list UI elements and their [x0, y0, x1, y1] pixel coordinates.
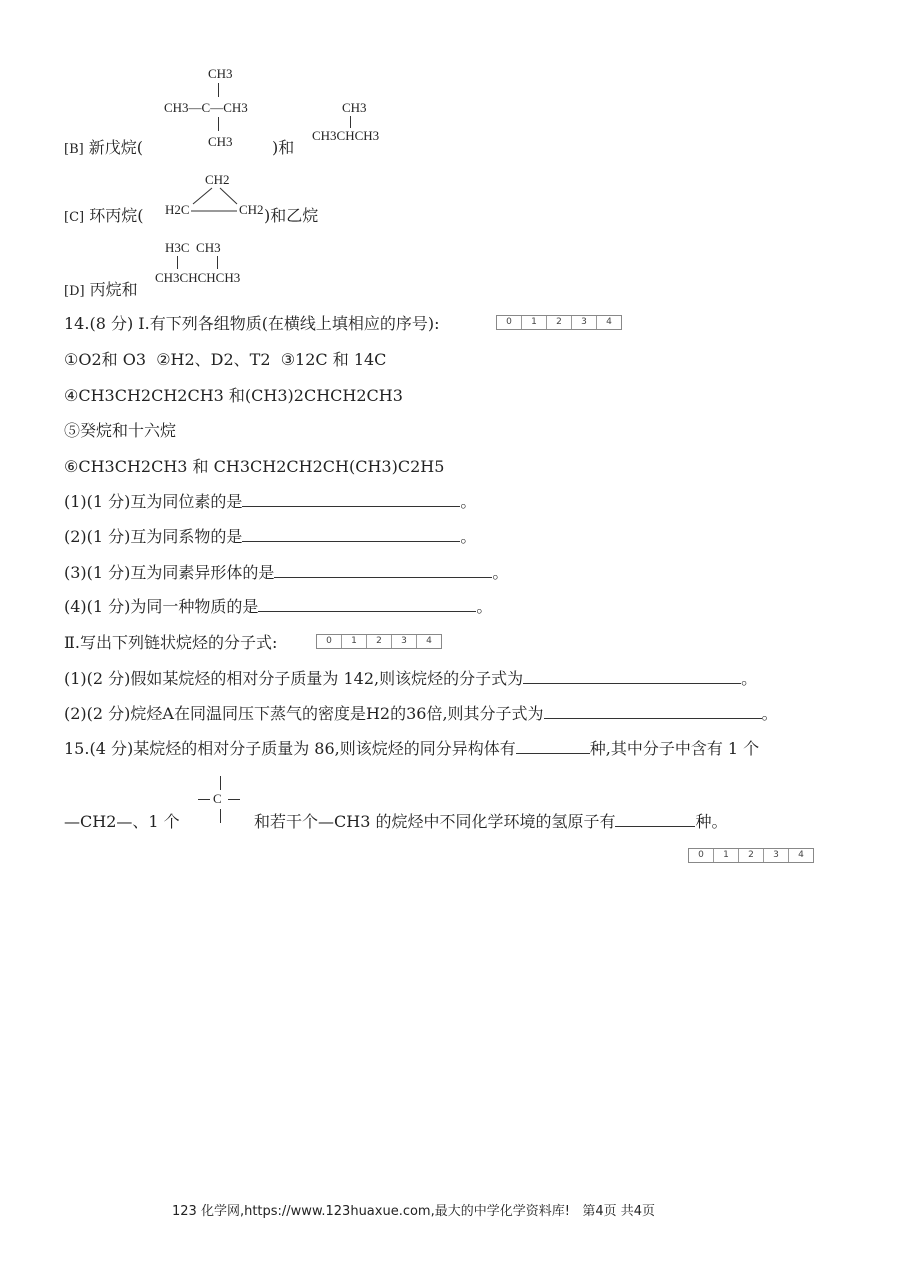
answer-blank[interactable] — [258, 597, 476, 612]
ring-top: CH2 — [205, 172, 230, 187]
option-c-tail: )和乙烷 — [264, 206, 319, 225]
answer-blank[interactable] — [523, 669, 741, 684]
option-b-and: )和 — [272, 138, 295, 157]
q14-sub2-2: (2)(2 分)烷烃A在同温同压下蒸气的密度是H2的36倍,则其分子式为 。 — [64, 704, 778, 723]
q14-sub-3: (3)(1 分)互为同素异形体的是 。 — [64, 563, 509, 582]
ring-left: H2C — [165, 202, 190, 217]
quaternary-carbon — [198, 776, 244, 826]
dmb-top: H3C CH3 — [165, 240, 221, 255]
option-c-label: [C] 环丙烷( — [64, 206, 144, 225]
neopentane-top: CH3 — [208, 66, 233, 81]
q14-item-1: ①O2和 O3 ②H2、D2、T2 ③12C 和 14C — [64, 350, 387, 369]
bond-v — [217, 256, 218, 269]
bond-v — [218, 83, 219, 97]
q14-sub-2: (2)(1 分)互为同系物的是 。 — [64, 527, 477, 546]
dmb-main: CH3CHCHCH3 — [155, 270, 241, 285]
score-box-3[interactable]: 0 1 2 3 4 — [688, 848, 814, 863]
q14-sub-1: (1)(1 分)互为同位素的是 。 — [64, 492, 477, 511]
isobutane-main: CH3CHCH3 — [312, 128, 380, 143]
page-footer: 123 化学网,https://www.123huaxue.com,最大的中学化学资料库! 第4页 共4页 — [172, 1204, 656, 1219]
dimethylbutane-structure — [155, 240, 240, 286]
q15-line2-a: —CH2—、1 个 — [64, 812, 180, 831]
isobutane-top: CH3 — [342, 100, 367, 115]
bond-v — [220, 776, 221, 790]
option-d-label: [D] 丙烷和 — [64, 280, 138, 299]
neopentane-structure — [160, 66, 270, 156]
cyclopropane-structure — [165, 172, 265, 222]
answer-blank[interactable] — [544, 704, 762, 719]
q14-header: 14.(8 分) Ⅰ.有下列各组物质(在横线上填相应的序号): — [64, 314, 440, 333]
answer-blank[interactable] — [516, 739, 590, 754]
score-box-2[interactable]: 0 1 2 3 4 — [316, 634, 442, 649]
q14-part2: Ⅱ.写出下列链状烷烃的分子式: — [64, 633, 278, 652]
bond-v — [218, 117, 219, 131]
q14-item-5: ⑤癸烷和十六烷 — [64, 421, 177, 440]
isobutane-structure — [312, 100, 379, 144]
bond-h — [198, 799, 210, 800]
answer-blank[interactable] — [615, 812, 695, 827]
q15-line1: 15.(4 分)某烷烃的相对分子质量为 86,则该烷烃的同分异构体有 种,其中分子中含有 1 个 — [64, 739, 760, 758]
bond-v — [177, 256, 178, 269]
q14-item-6: ⑥CH3CH2CH3 和 CH3CH2CH2CH(CH3)C2H5 — [64, 457, 445, 476]
ring-right: CH2 — [239, 202, 264, 217]
answer-blank[interactable] — [242, 492, 460, 507]
q15-line2-b: 和若干个—CH3 的烷烃中不同化学环境的氢原子有 种。 — [254, 812, 728, 831]
bond-h — [228, 799, 240, 800]
q14-sub2-1: (1)(2 分)假如某烷烃的相对分子质量为 142,则该烷烃的分子式为 。 — [64, 669, 758, 688]
score-box-1[interactable]: 0 1 2 3 4 — [496, 315, 622, 330]
carbon-label: C — [213, 791, 222, 806]
answer-blank[interactable] — [242, 527, 460, 542]
q14-item-4: ④CH3CH2CH2CH3 和(CH3)2CHCH2CH3 — [64, 386, 403, 405]
answer-blank[interactable] — [274, 563, 492, 578]
bond-v — [220, 809, 221, 823]
bond-v — [350, 116, 351, 128]
neopentane-bottom: CH3 — [208, 134, 233, 149]
neopentane-mid: CH3—C—CH3 — [164, 100, 248, 115]
option-b-label: [B] 新戊烷( — [64, 138, 144, 157]
q14-sub-4: (4)(1 分)为同一种物质的是 。 — [64, 597, 493, 616]
